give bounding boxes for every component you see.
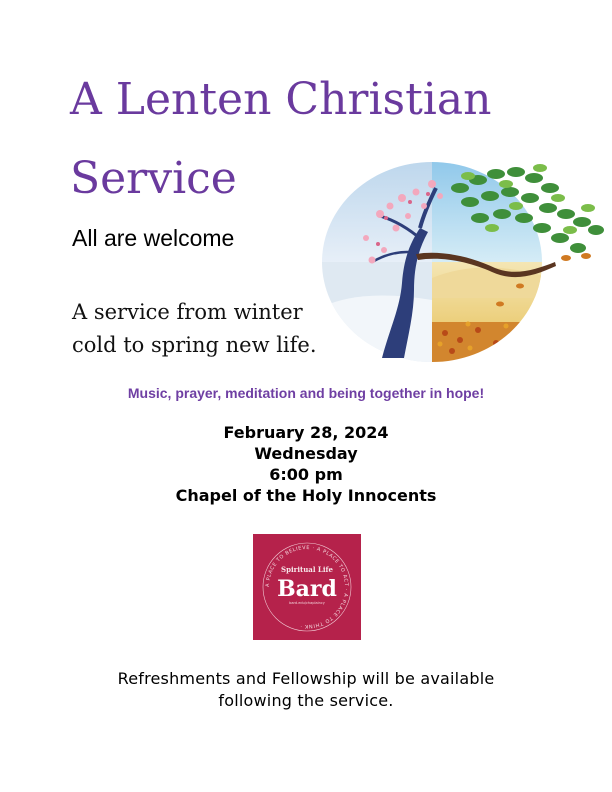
event-date: February 28, 2024 <box>223 423 389 442</box>
tagline <box>72 296 332 362</box>
seasons-tree-illustration <box>320 158 610 368</box>
logo-subtitle: Spiritual Life <box>281 565 333 574</box>
footer-line-2: following the service. <box>218 691 394 711</box>
tagline-line-2: cold to spring new life. <box>72 333 317 358</box>
title-line-1: A Lenten Christian <box>70 74 492 125</box>
event-location: Chapel of the Holy Innocents <box>175 486 437 506</box>
welcome-text: All are welcome <box>72 225 235 251</box>
logo-website: bard.edu/chaplaincy <box>289 601 325 605</box>
event-details <box>0 422 612 506</box>
title-line-2: Service <box>70 153 237 204</box>
logo-ring-text: A PLACE TO BELIEVE · A PLACE TO ACT · A PLACE TO THINK · <box>264 544 350 630</box>
highlight-text: Music, prayer, meditation and being together in hope! <box>127 385 485 401</box>
footer-line-1: Refreshments and Fellowship will be available <box>117 669 495 688</box>
event-time: 6:00 pm <box>269 465 343 485</box>
logo-name: Bard <box>277 576 337 602</box>
event-weekday: Wednesday <box>254 444 358 464</box>
bard-spiritual-life-logo <box>253 534 361 640</box>
footer-note <box>0 668 612 713</box>
tagline-line-1: A service from winter <box>72 300 303 324</box>
